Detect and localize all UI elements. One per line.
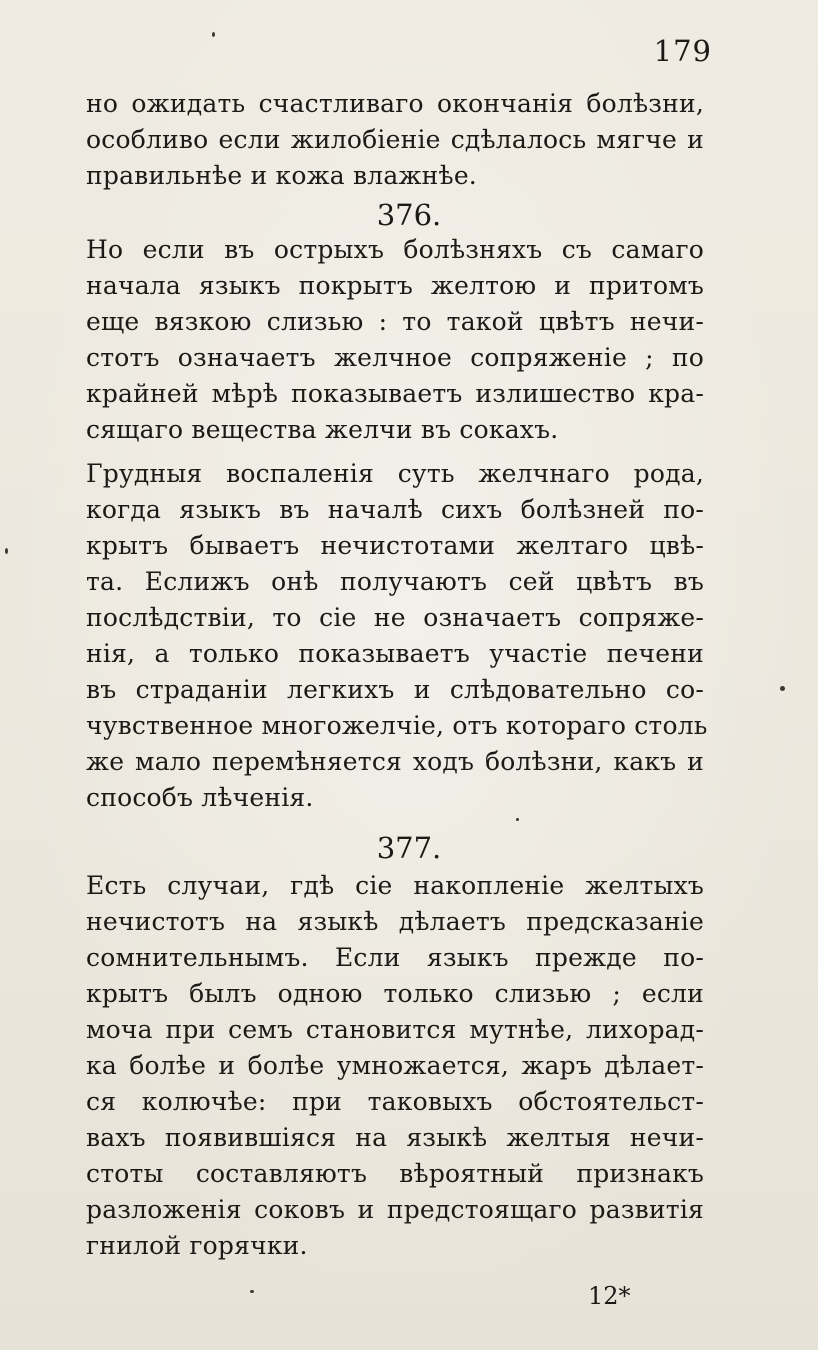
text-line: стотъ означаетъ желчное сопряженіе ; по bbox=[86, 343, 704, 372]
text-line: моча при семъ становится мутнѣе, лихорад- bbox=[86, 1015, 704, 1044]
text-line: та. Еслижъ онѣ получаютъ сей цвѣтъ въ bbox=[86, 567, 704, 596]
text-line: послѣдствіи, то сіе не означаетъ сопряже- bbox=[86, 603, 704, 632]
text-line: когда языкъ въ началѣ сихъ болѣзней по- bbox=[86, 495, 704, 524]
text-line: стоты составляютъ вѣроятный признакъ bbox=[86, 1159, 704, 1188]
speck bbox=[5, 548, 8, 554]
text-line: Есть случаи, гдѣ сіе накопленіе желтыхъ bbox=[86, 871, 704, 900]
text-line: правильнѣе и кожа влажнѣе. bbox=[86, 161, 477, 190]
printer-signature: 12* bbox=[588, 1282, 631, 1310]
text-line: Грудныя воспаленія суть желчнаго рода, bbox=[86, 459, 704, 488]
speck bbox=[516, 818, 519, 821]
text-line: Но если въ острыхъ болѣзняхъ съ самаго bbox=[86, 235, 704, 264]
text-line: ка болѣе и болѣе умножается, жаръ дѣлает- bbox=[86, 1051, 704, 1080]
text-line: способъ лѣченія. bbox=[86, 783, 314, 812]
text-line: гнилой горячки. bbox=[86, 1231, 308, 1260]
text-line: но ожидать счастливаго окончанія болѣзни, bbox=[86, 89, 704, 118]
text-line: ся колючѣе: при таковыхъ обстоятельст- bbox=[86, 1087, 704, 1116]
text-line: сящаго вещества желчи въ сокахъ. bbox=[86, 415, 559, 444]
text-line: начала языкъ покрытъ желтою и притомъ bbox=[86, 271, 704, 300]
text-line: вахъ появившіяся на языкѣ желтыя нечи- bbox=[86, 1123, 704, 1152]
text-line: въ страданіи легкихъ и слѣдовательно со- bbox=[86, 675, 704, 704]
text-line: разложенія соковъ и предстоящаго развитія bbox=[86, 1195, 704, 1224]
section-number: 377. bbox=[376, 831, 442, 865]
text-line: нечистотъ на языкѣ дѣлаетъ предсказаніе bbox=[86, 907, 704, 936]
text-line: же мало перемѣняется ходъ болѣзни, какъ и bbox=[86, 747, 704, 776]
text-line: крытъ бываетъ нечистотами желтаго цвѣ- bbox=[86, 531, 704, 560]
text-line: особливо если жилобіеніе сдѣлалось мягче и bbox=[86, 125, 704, 154]
text-line: крытъ былъ одною только слизью ; если bbox=[86, 979, 704, 1008]
text-line: еще вязкою слизью : то такой цвѣтъ нечи- bbox=[86, 307, 704, 336]
speck bbox=[212, 32, 215, 37]
speck bbox=[780, 686, 785, 691]
text-line: нія, а только показываетъ участіе печени bbox=[86, 639, 704, 668]
speck bbox=[250, 1290, 254, 1293]
text-line: крайней мѣрѣ показываетъ излишество кра- bbox=[86, 379, 704, 408]
text-line: чувственное многожелчіе, отъ котораго столь bbox=[86, 711, 708, 740]
page-number: 179 bbox=[653, 34, 712, 68]
section-number: 376. bbox=[376, 198, 442, 232]
text-line: сомнительнымъ. Если языкъ прежде по- bbox=[86, 943, 704, 972]
